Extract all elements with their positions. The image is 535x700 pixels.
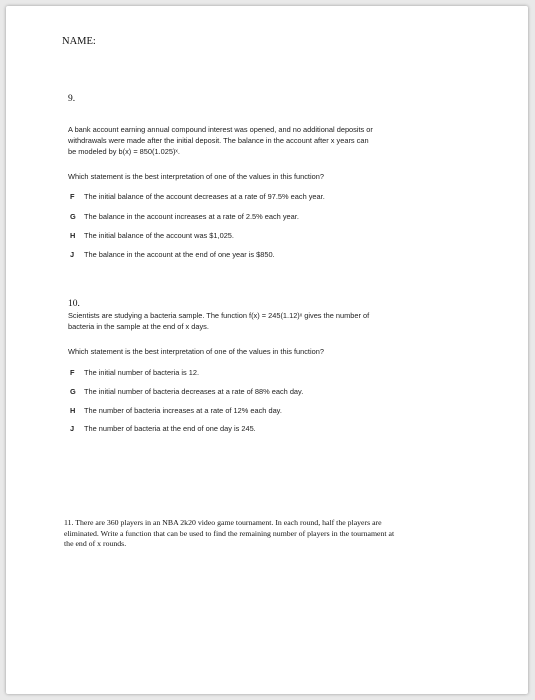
choice-letter: J bbox=[70, 424, 75, 433]
question-10-choice-g[interactable] bbox=[70, 387, 303, 396]
question-9-stem-line: A bank account earning annual compound interest was opened, and no additional deposits or bbox=[68, 125, 373, 134]
question-10-choice-j[interactable] bbox=[70, 424, 256, 433]
question-11-line: the end of x rounds. bbox=[64, 539, 127, 548]
choice-letter: G bbox=[70, 387, 76, 396]
choice-letter: G bbox=[70, 212, 76, 221]
question-9-choice-g[interactable] bbox=[70, 212, 299, 221]
question-9-stem-line: withdrawals were made after the initial deposit. The balance in the account after x years can bbox=[68, 136, 369, 145]
choice-text: The initial balance of the account decreases at a rate of 97.5% each year. bbox=[84, 192, 325, 201]
question-10-prompt: Which statement is the best interpretation of one of the values in this function? bbox=[68, 347, 324, 356]
choice-letter: J bbox=[70, 250, 75, 259]
question-11-line: eliminated. Write a function that can be used to find the remaining number of players in the tournament at bbox=[64, 528, 395, 538]
question-10-stem-line: bacteria in the sample at the end of x days. bbox=[68, 322, 209, 331]
choice-letter: F bbox=[70, 192, 75, 201]
choice-text: The initial number of bacteria is 12. bbox=[84, 368, 200, 377]
question-9-number: 9. bbox=[68, 94, 76, 104]
choice-text: The balance in the account increases at a rate of 2.5% each year. bbox=[84, 212, 299, 221]
question-10-choice-f[interactable] bbox=[70, 368, 199, 377]
question-9-choice-j[interactable] bbox=[70, 250, 275, 259]
question-10-stem bbox=[68, 310, 468, 332]
question-9-choice-f[interactable] bbox=[70, 192, 325, 201]
question-9-stem bbox=[68, 124, 468, 157]
question-11 bbox=[64, 518, 474, 550]
choice-letter: H bbox=[70, 406, 76, 415]
worksheet-page bbox=[6, 6, 528, 694]
question-9-choice-h[interactable] bbox=[70, 231, 234, 240]
choice-letter: H bbox=[70, 231, 76, 240]
question-10-number: 10. bbox=[68, 299, 80, 309]
choice-text: The initial balance of the account was $1,025. bbox=[84, 231, 234, 240]
name-label: NAME: bbox=[62, 36, 96, 47]
question-9-prompt: Which statement is the best interpretation of one of the values in this function? bbox=[68, 172, 324, 181]
choice-text: The initial number of bacteria decreases at a rate of 88% each day. bbox=[84, 387, 304, 396]
question-10-stem-line: Scientists are studying a bacteria sample. The function f(x) = 245(1.12)ˣ gives the number of bbox=[68, 311, 370, 320]
choice-letter: F bbox=[70, 368, 75, 377]
choice-text: The balance in the account at the end of one year is $850. bbox=[84, 250, 275, 259]
question-10-choice-h[interactable] bbox=[70, 406, 282, 415]
choice-text: The number of bacteria at the end of one day is 245. bbox=[84, 424, 256, 433]
question-11-line: 11. There are 360 players in an NBA 2k20 video game tournament. In each round, half the players are bbox=[64, 518, 382, 527]
question-9-stem-line: be modeled by b(x) = 850(1.025)ˣ. bbox=[68, 147, 180, 156]
choice-text: The number of bacteria increases at a rate of 12% each day. bbox=[84, 406, 282, 415]
